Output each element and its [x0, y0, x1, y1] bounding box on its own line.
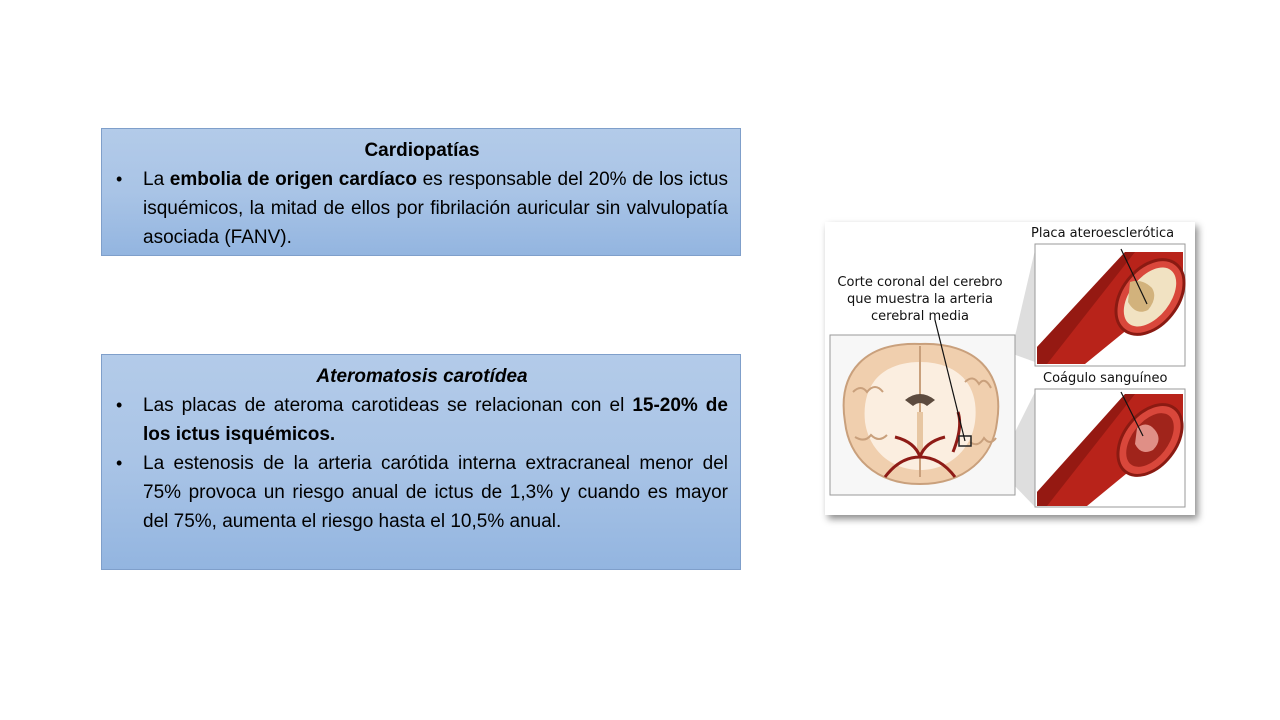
- coronal-section-label: [825, 274, 1015, 325]
- coronal-label-line: que muestra la arteria: [847, 292, 993, 307]
- cardiopathies-box: [101, 128, 741, 256]
- carotid-title: Ateromatosis carotídea: [316, 366, 528, 387]
- coronal-label-line: Corte coronal del cerebro: [837, 275, 1003, 290]
- coronal-label-line: cerebral media: [870, 309, 969, 324]
- text-run: La estenosis de la arteria carótida interna extracraneal menor del 75% provoca un riesgo anual de ictus de 1,3% y cuando es mayor del 75%, aumenta el riesgo hasta el 10,5% anual.: [143, 453, 728, 532]
- cardiopathies-list: [116, 165, 728, 252]
- carotid-atheromatosis-box: [101, 354, 741, 570]
- bold-run: 15-20% de los ictus isquémicos.: [143, 395, 728, 445]
- cardiopathies-title: Cardiopatías: [364, 140, 480, 161]
- text-run: Las placas de ateroma carotideas se relacionan con el: [143, 395, 633, 416]
- bullet-icon: •: [116, 395, 123, 415]
- carotid-list: [116, 391, 728, 536]
- bold-run: embolia de origen cardíaco: [169, 169, 417, 190]
- text-run: es responsable del 20% de los ictus isquémicos, la mitad de ellos por fibrilación auricular sin valvulopatía asociada (FANV).: [143, 169, 728, 248]
- list-item: [116, 391, 728, 449]
- bullet-icon: •: [116, 169, 123, 189]
- blood-clot-label: Coágulo sanguíneo: [1043, 371, 1168, 386]
- brain-artery-illustration: [825, 222, 1195, 515]
- illustration-graphic: [825, 222, 1195, 515]
- list-item: [116, 449, 728, 536]
- plaque-label: Placa ateroesclerótica: [1031, 226, 1175, 241]
- text-run: La: [143, 169, 170, 190]
- list-item: [116, 165, 728, 252]
- bullet-icon: •: [116, 453, 123, 473]
